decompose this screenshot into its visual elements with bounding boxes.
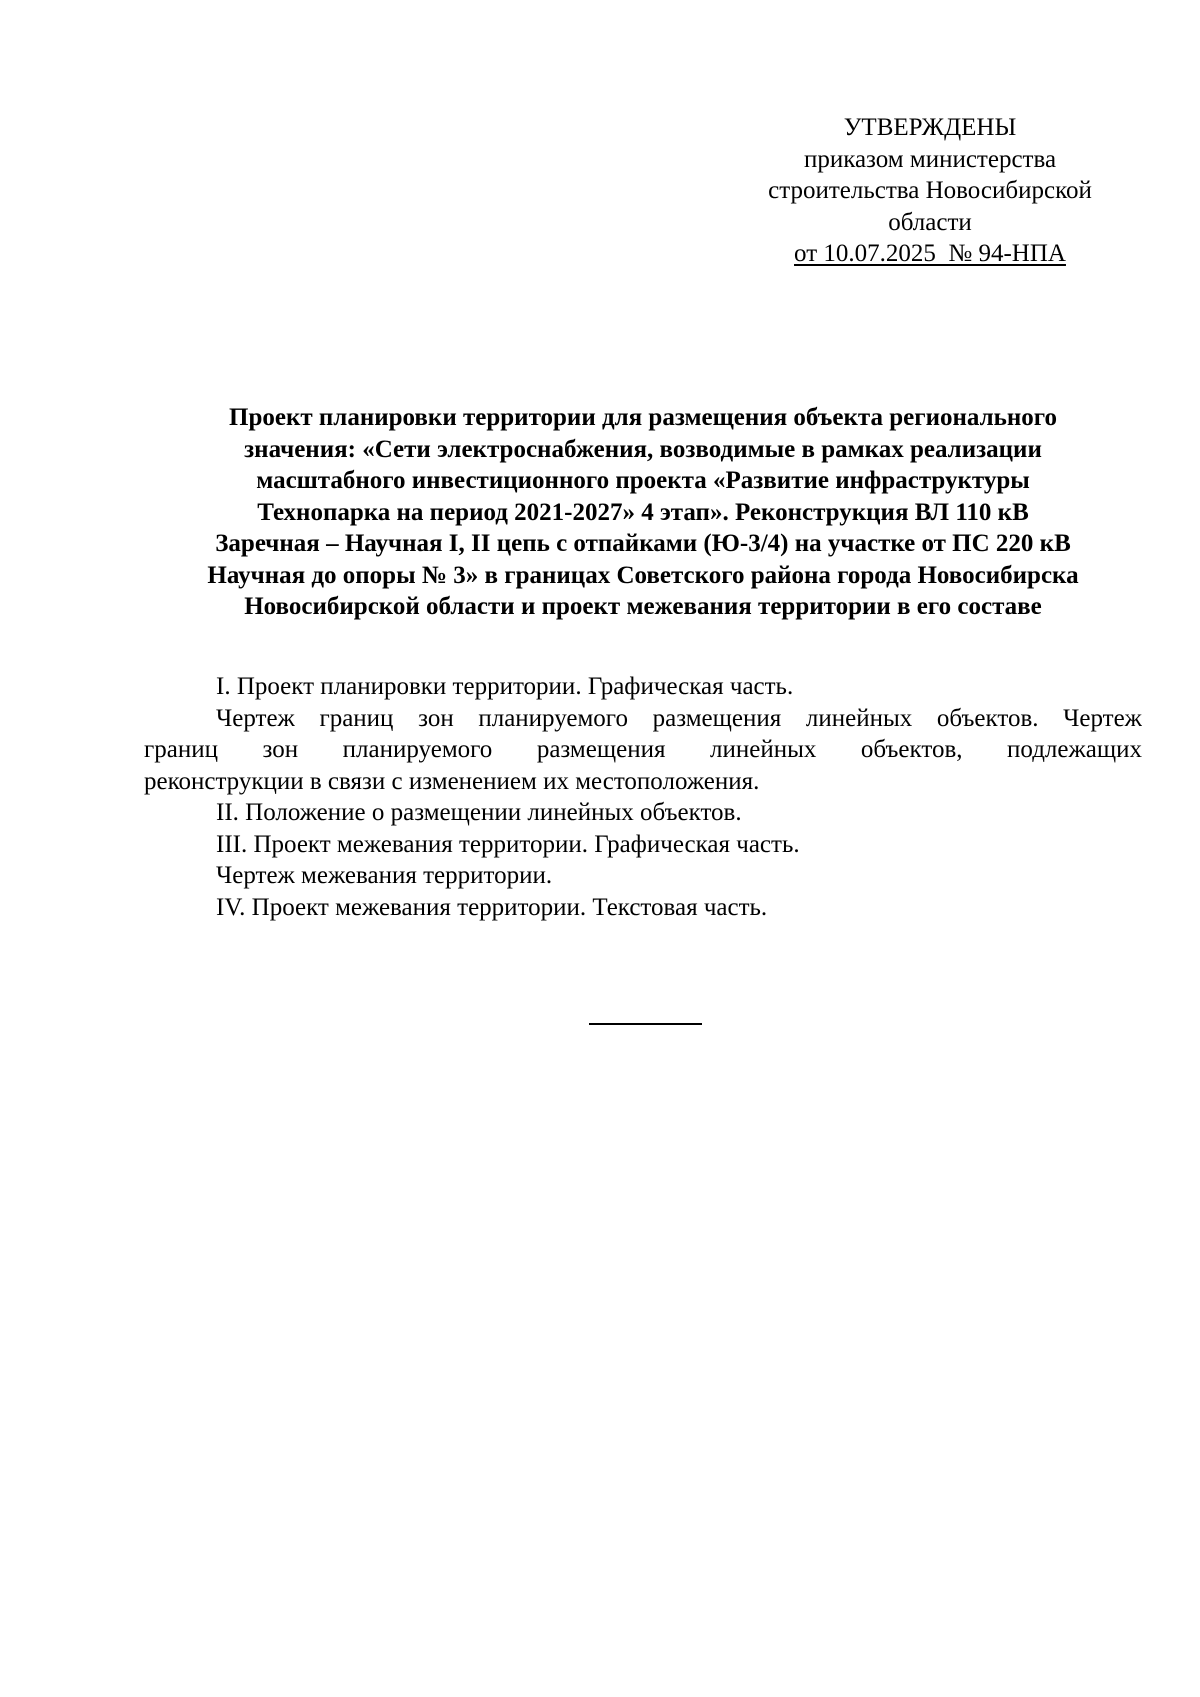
approval-line-2: строительства Новосибирской	[768, 177, 1092, 204]
order-reference: от 10.07.2025 № 94-НПА	[794, 240, 1066, 267]
contents-item-1-sub-line-2	[144, 734, 1142, 766]
sub-word: границ	[319, 704, 394, 732]
contents-item-4: IV. Проект межевания территории. Текстовая часть.	[216, 893, 768, 921]
title-line: масштабного инвестиционного проекта «Развитие инфраструктуры	[256, 467, 1030, 494]
title-line: Заречная – Научная I, II цепь с отпайками (Ю-3/4) на участке от ПС 220 кВ	[215, 530, 1071, 557]
title-line: Технопарка на период 2021-2027» 4 этап». Реконструкция ВЛ 110 кВ	[257, 498, 1029, 526]
approval-heading: УТВЕРЖДЕНЫ	[843, 114, 1017, 141]
sub-word: подлежащих	[1007, 736, 1142, 763]
contents-item-1: I. Проект планировки территории. Графическая часть.	[216, 673, 794, 700]
sub-word: зон	[418, 704, 454, 732]
title-line: значения: «Сети электроснабжения, возводимые в рамках реализации	[244, 435, 1042, 463]
end-divider	[589, 1023, 702, 1025]
sub-word: размещения	[536, 736, 666, 763]
sub-word: объектов.	[936, 704, 1039, 732]
document-title	[144, 402, 1142, 623]
sub-word: Чертеж	[1063, 704, 1142, 732]
approval-block	[680, 112, 1180, 270]
title-line: Новосибирской области и проект межевания территории в его составе	[244, 593, 1042, 620]
sub-word: линейных	[805, 704, 913, 732]
contents-item-1-sub-line-1	[144, 703, 1142, 735]
title-line: Проект планировки территории для размещения объекта регионального	[229, 404, 1057, 431]
contents-item-1-sub-line-3: реконструкции в связи с изменением их местоположения.	[144, 767, 760, 795]
sub-word: зон	[262, 736, 299, 763]
title-line: Научная до опоры № 3» в границах Советского района города Новосибирска	[207, 561, 1079, 589]
contents-item-2: II. Положение о размещении линейных объектов.	[216, 799, 742, 826]
sub-word: линейных	[709, 736, 817, 763]
sub-word: границ	[144, 736, 218, 763]
sub-word: размещения	[652, 704, 782, 732]
sub-word: планируемого	[342, 736, 493, 763]
sub-word: Чертеж	[216, 704, 295, 732]
approval-line-1: приказом министерства	[803, 145, 1057, 173]
sub-word: объектов,	[860, 736, 963, 763]
contents-item-3-sub: Чертеж межевания территории.	[216, 862, 553, 889]
approval-line-3: области	[888, 208, 972, 236]
contents-list	[144, 671, 1142, 923]
sub-word: планируемого	[478, 704, 628, 732]
contents-item-3: III. Проект межевания территории. Графическая часть.	[216, 830, 800, 858]
